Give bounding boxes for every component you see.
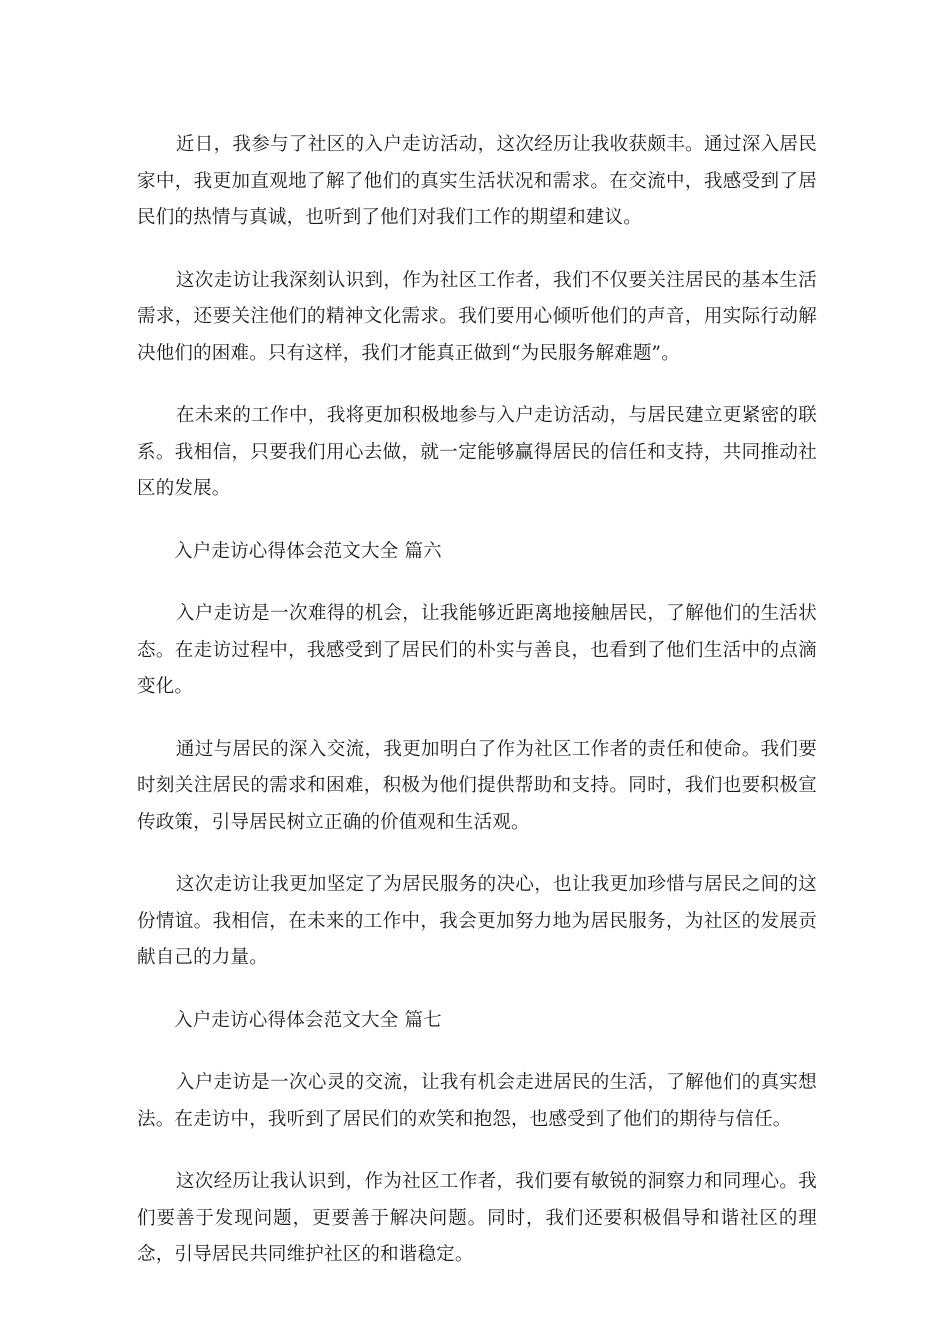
document-body bbox=[137, 127, 817, 1300]
paragraph-8: 这次经历让我认识到，作为社区工作者，我们要有敏锐的洞察力和同理心。我们要善于发现问题，更要善于解决问题。同时，我们还要积极倡导和谐社区的理念，引导居民共同维护社区的和谐稳定。 bbox=[137, 1171, 817, 1265]
paragraph-6: 这次走访让我更加坚定了为居民服务的决心，也让我更加珍惜与居民之间的这份情谊。我相信，在未来的工作中，我会更加努力地为居民服务，为社区的发展贡献自己的力量。 bbox=[137, 874, 817, 968]
paragraph-7: 入户走访是一次心灵的交流，让我有机会走进居民的生活，了解他们的真实想法。在走访中，我听到了居民们的欢笑和抱怨，也感受到了他们的期待与信任。 bbox=[137, 1072, 817, 1130]
section-heading-7: 入户走访心得体会范文大全 篇七 bbox=[174, 1009, 442, 1031]
paragraph-3: 在未来的工作中，我将更加积极地参与入户走访活动，与居民建立更紧密的联系。我相信，只要我们用心去做，就一定能够赢得居民的信任和支持，共同推动社区的发展。 bbox=[137, 405, 817, 499]
paragraph-2: 这次走访让我深刻认识到，作为社区工作者，我们不仅要关注居民的基本生活需求，还要关注他们的精神文化需求。我们要用心倾听他们的声音，用实际行动解决他们的困难。只有这样，我们才能真正做到“为民服务解难题”。 bbox=[137, 269, 817, 364]
section-heading-6: 入户走访心得体会范文大全 篇六 bbox=[174, 540, 442, 562]
paragraph-1: 近日，我参与了社区的入户走访活动，这次经历让我收获颇丰。通过深入居民家中，我更加直观地了解了他们的真实生活状况和需求。在交流中，我感受到了居民们的热情与真诚，也听到了他们对我们工作的期望和建议。 bbox=[137, 134, 817, 228]
paragraph-4: 入户走访是一次难得的机会，让我能够近距离地接触居民，了解他们的生活状态。在走访过程中，我感受到了居民们的朴实与善良，也看到了他们生活中的点滴变化。 bbox=[137, 603, 817, 697]
paragraph-5: 通过与居民的深入交流，我更加明白了作为社区工作者的责任和使命。我们要时刻关注居民的需求和困难，积极为他们提供帮助和支持。同时，我们也要积极宣传政策，引导居民树立正确的价值观和生活观。 bbox=[137, 738, 817, 833]
